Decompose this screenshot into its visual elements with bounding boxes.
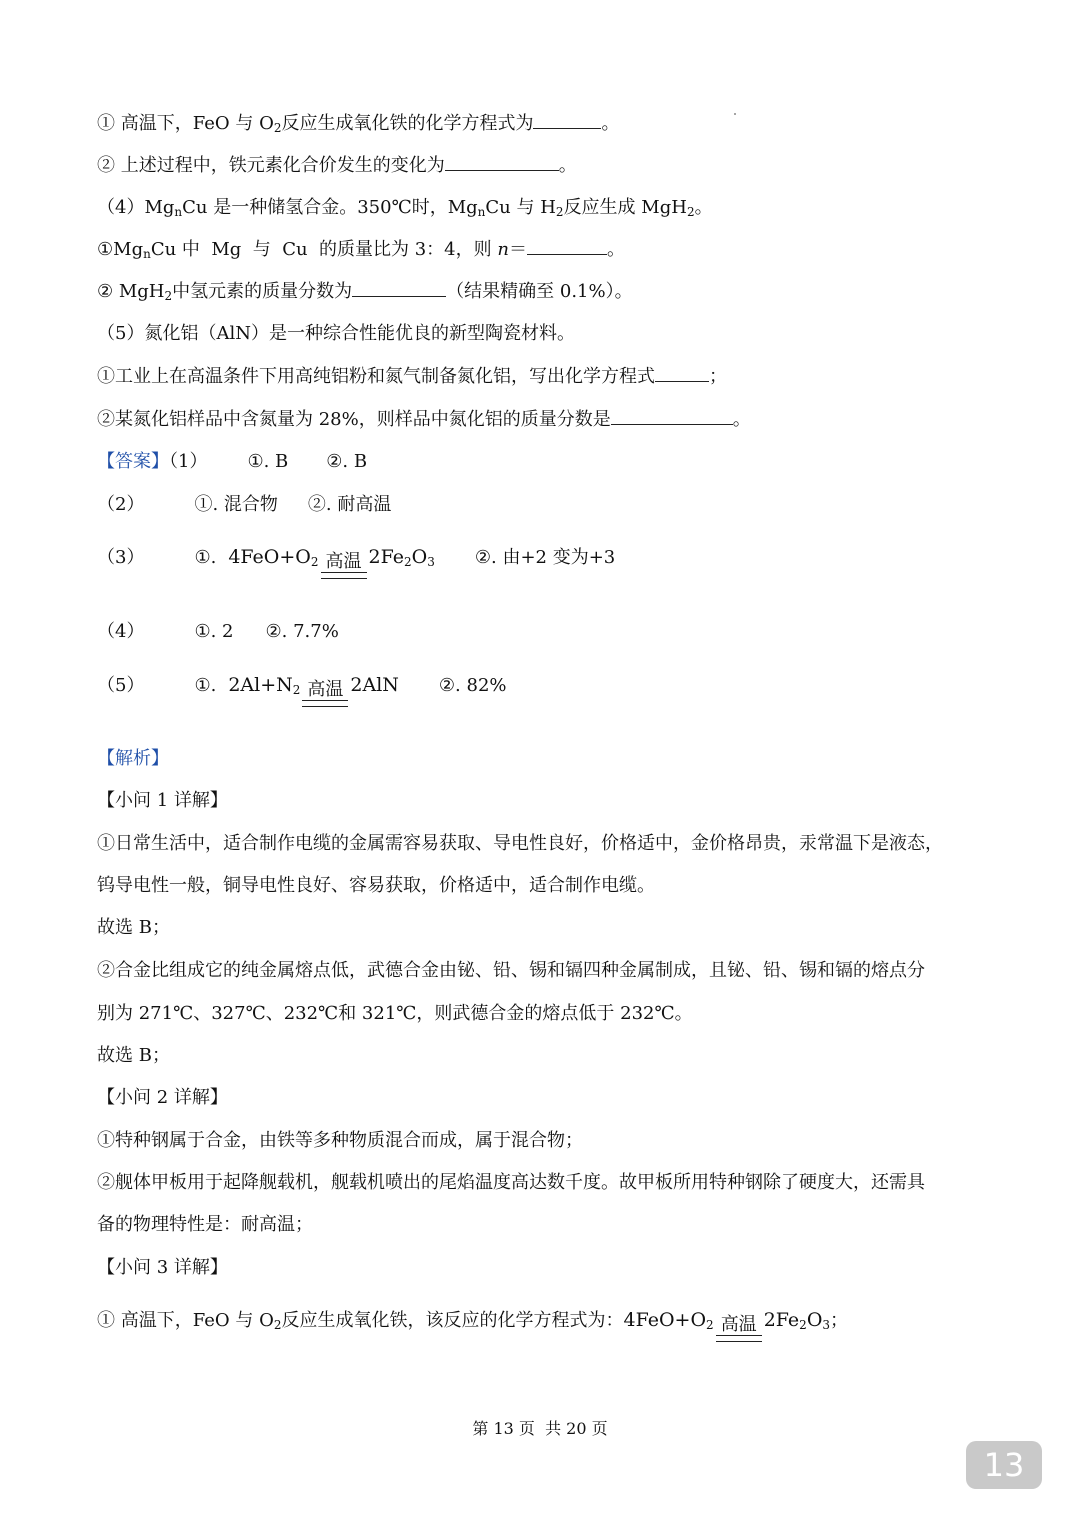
- q3-2-text: ② 上述过程中，铁元素化合价发生的变化为: [97, 155, 445, 176]
- q4-intro-s1: n: [174, 205, 183, 219]
- analysis-s1-line2: 钨导电性一般，铜导电性良好、容易获取，价格适中，适合制作电缆。: [97, 875, 655, 896]
- condition-high-temp: 高温: [716, 1315, 762, 1350]
- answer-blank[interactable]: [655, 363, 709, 382]
- q5-1-text: ①工业上在高温条件下用高纯铝粉和氮气制备氮化铝，写出化学方程式: [97, 366, 655, 387]
- analysis-s1-line3: 故选 B；: [97, 917, 170, 938]
- q4-2-end: （结果精确至 0.1%）。: [446, 281, 633, 302]
- answer-3: [97, 532, 615, 587]
- answer-5-part1: ①.: [194, 675, 217, 696]
- answer-3-equation: $4FeO+O_2$ 高温 $2Fe_2O_3$: [228, 546, 435, 568]
- q4-intro-p3: Cu 与 H: [485, 197, 556, 218]
- q3-1-end: 。: [601, 113, 620, 134]
- analysis-s2-line3: 备的物理特性是：耐高温；: [97, 1214, 313, 1235]
- question-5-1: [97, 363, 727, 391]
- question-4-2: [97, 278, 633, 310]
- answer-5-num: （5）: [97, 675, 145, 696]
- answer-label: 【答案】: [97, 451, 169, 472]
- answer-1: [97, 448, 367, 476]
- analysis-s3-line1: [97, 1295, 848, 1350]
- s3-l1-s1: 2: [273, 1318, 282, 1332]
- page-number-badge[interactable]: 13: [966, 1441, 1042, 1489]
- condition-high-temp: 高温: [321, 552, 367, 587]
- analysis-s1-line6: 故选 B；: [97, 1045, 170, 1066]
- answer-3-part2: ②. 由+2 变为+3: [474, 547, 616, 568]
- answer-1-part1: ①. B: [247, 451, 289, 472]
- q4-intro-p5: 。: [694, 197, 713, 218]
- answer-blank[interactable]: [445, 152, 559, 171]
- answer-blank[interactable]: [611, 406, 733, 425]
- answer-5-part2: ②. 82%: [438, 675, 507, 696]
- q4-intro-s3: 2: [555, 205, 564, 219]
- answer-4-num: （4）: [97, 621, 145, 642]
- q4-intro-s4: 2: [686, 205, 695, 219]
- q4-1-p2: Cu 中 Mg 与 Cu 的质量比为 3：4，则: [150, 239, 498, 260]
- answer-blank[interactable]: [527, 236, 607, 255]
- q4-1-var: n: [497, 239, 509, 260]
- answer-2-num: （2）: [97, 494, 145, 515]
- q4-2-p2: 中氢元素的质量分数为: [172, 281, 353, 302]
- q4-intro-p4: 反应生成 MgH: [563, 197, 687, 218]
- answer-4-part2: ②. 7.7%: [265, 621, 339, 642]
- stray-dot: [734, 113, 736, 115]
- condition-high-temp: 高温: [302, 680, 348, 715]
- analysis-section-2-title: 【小问 2 详解】: [97, 1087, 228, 1108]
- analysis-s1-line1: ①日常生活中，适合制作电缆的金属需容易获取、导电性良好，价格适中，金价格昂贵，汞常温下是液态，: [97, 833, 943, 854]
- q5-1-end: ；: [709, 366, 727, 387]
- q4-intro-p1: （4）Mg: [97, 197, 175, 218]
- answer-2-part2: ②. 耐高温: [307, 494, 392, 515]
- answer-3-num: （3）: [97, 547, 145, 568]
- s3-l1-p2: 反应生成氧化铁，该反应的化学方程式为：: [281, 1310, 624, 1331]
- s3-l1-p1: ① 高温下，FeO 与 O: [97, 1310, 274, 1331]
- question-4-1: [97, 236, 625, 268]
- answer-2: [97, 491, 391, 519]
- q3-1-prefix: ① 高温下，FeO 与 O: [97, 113, 274, 134]
- answer-1-part2: ②. B: [326, 451, 368, 472]
- q4-2-s1: 2: [164, 289, 173, 303]
- s3-l1-end: ；: [830, 1310, 849, 1331]
- answer-blank[interactable]: [352, 278, 446, 297]
- question-4-intro: [97, 194, 713, 226]
- answer-5: [97, 660, 507, 715]
- answer-blank[interactable]: [533, 110, 601, 129]
- analysis-section-1-title: 【小问 1 详解】: [97, 790, 228, 811]
- analysis-s1-line4: ②合金比组成它的纯金属熔点低，武德合金由铋、铅、锡和镉四种金属制成，且铋、铅、锡和镉的熔点分: [97, 960, 925, 981]
- answer-5-equation: $2Al+N_2$ 高温 2AlN: [228, 674, 399, 696]
- question-3-1: [97, 110, 619, 142]
- q5-2-text: ②某氮化铝样品中含氮量为 28%，则样品中氮化铝的质量分数是: [97, 409, 611, 430]
- page-footer: 第 13 页 共 20 页: [472, 1419, 608, 1438]
- q4-1-end: 。: [606, 239, 625, 260]
- question-5-2: [97, 406, 751, 434]
- analysis-s2-line2: ②舰体甲板用于起降舰载机，舰载机喷出的尾焰温度高达数千度。故甲板所用特种钢除了硬度大，还需具: [97, 1172, 925, 1193]
- q4-intro-p2: Cu 是一种储氢合金。350℃时，Mg: [182, 197, 478, 218]
- question-3-2: [97, 152, 577, 180]
- q4-1-s1: n: [143, 247, 151, 261]
- q3-1-suffix: 反应生成氧化铁的化学方程式为: [281, 113, 534, 134]
- q4-intro-s2: n: [477, 205, 486, 219]
- answer-4: [97, 618, 339, 646]
- q3-1-sub: 2: [273, 121, 282, 135]
- analysis-s3-equation: $4FeO+O_2$ 高温 $2Fe_2O_3$: [623, 1309, 830, 1331]
- answer-3-part1: ①.: [194, 547, 217, 568]
- q5-intro-text: （5）氮化铝（AlN）是一种综合性能优良的新型陶瓷材料。: [97, 323, 575, 344]
- q4-1-p3: ＝: [508, 239, 527, 260]
- question-5-intro: [97, 320, 575, 348]
- analysis-s2-line1: ①特种钢属于合金，由铁等多种物质混合而成，属于混合物；: [97, 1130, 583, 1151]
- q3-2-end: 。: [558, 155, 577, 176]
- answer-2-part1: ①. 混合物: [194, 494, 278, 515]
- analysis-label: 【解析】: [97, 748, 169, 769]
- q5-2-end: 。: [732, 409, 751, 430]
- q4-1-p1: ①Mg: [97, 239, 144, 260]
- q4-2-p1: ② MgH: [97, 281, 165, 302]
- analysis-section-3-title: 【小问 3 详解】: [97, 1257, 228, 1278]
- answer-4-part1: ①. 2: [194, 621, 234, 642]
- analysis-s1-line5: 别为 271℃、327℃、232℃和 321℃，则武德合金的熔点低于 232℃。: [97, 1003, 693, 1024]
- answer-1-num: （1）: [169, 451, 208, 472]
